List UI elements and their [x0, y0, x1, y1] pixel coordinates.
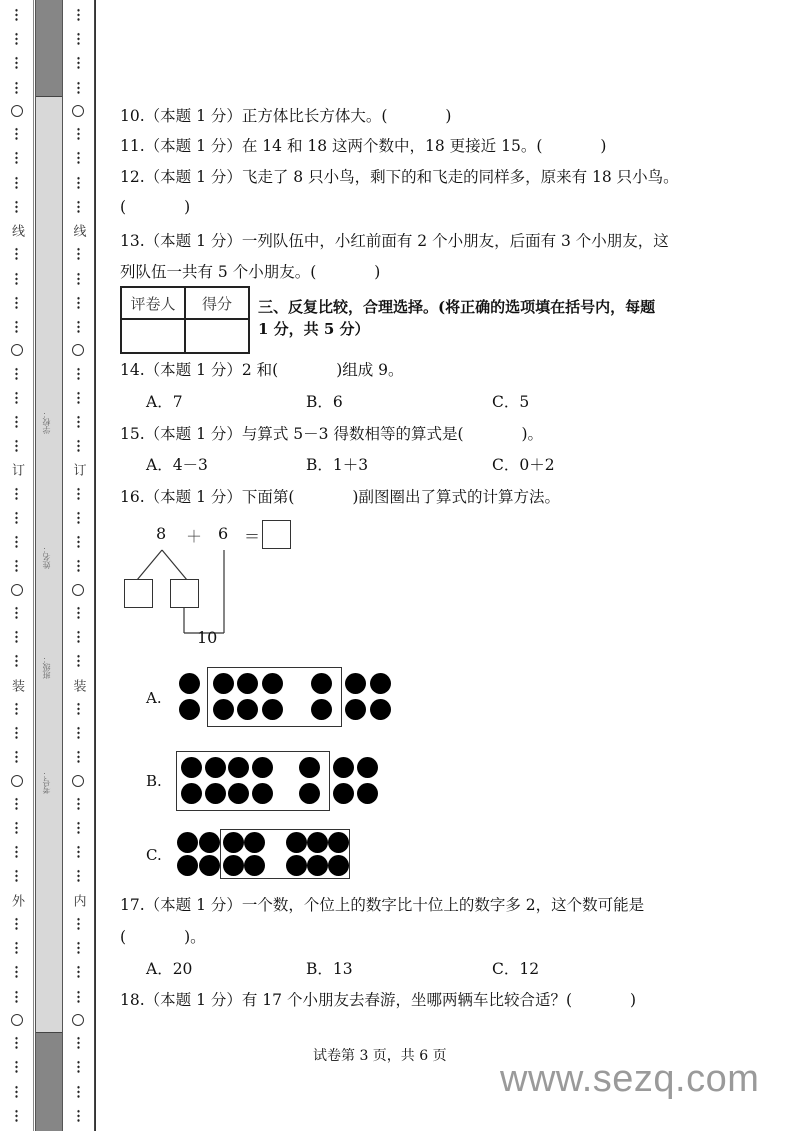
question-17: 17.（本题 1 分）一个数，个位上的数字比十位上的数字多 2，这个数可能是 [120, 896, 645, 914]
score-cell[interactable] [185, 319, 249, 353]
page-footer: 试卷第 3 页，共 6 页 [313, 1048, 447, 1064]
q15-option-c[interactable]: C．0＋2 [492, 456, 555, 474]
watermark: www.sezq.com [500, 1058, 760, 1100]
binding-hole-icon [11, 105, 23, 117]
binding-hole-icon [11, 1014, 23, 1026]
binding-mark-bind: 装 [9, 678, 24, 692]
class-label: 班级： [42, 655, 51, 679]
score-table [120, 286, 250, 354]
student-info-strip [35, 0, 63, 1131]
inner-binding-column [62, 0, 95, 1131]
name-label: 姓名： [42, 545, 51, 569]
binding-hole-icon [11, 775, 23, 787]
binding-mark-bind: 装 [70, 678, 86, 692]
q15-option-b[interactable]: B．1＋3 [306, 456, 369, 474]
question-10: 10.（本题 1 分）正方体比长方体大。( ) [120, 107, 452, 125]
binding-mark-staple: 订 [70, 463, 86, 477]
school-label: 学校： [42, 410, 51, 434]
binding-margin [0, 0, 96, 1131]
q17-option-b[interactable]: B．13 [306, 960, 353, 978]
split-box-left[interactable] [124, 579, 153, 608]
q14-option-b[interactable]: B．6 [306, 393, 343, 411]
grader-header: 评卷人 [121, 287, 185, 319]
binding-mark-staple: 订 [9, 463, 24, 477]
binding-hole-icon [11, 344, 23, 356]
section-3-title: 三、反复比较，合理选择。(将正确的选项填在括号内，每题 1 分，共 5 分） [258, 298, 656, 338]
answer-box[interactable] [262, 520, 291, 549]
binding-hole-icon [72, 105, 84, 117]
binding-hole-icon [11, 584, 23, 596]
binding-hole-icon [72, 1014, 84, 1026]
q17-option-a[interactable]: A．20 [146, 960, 193, 978]
binding-mark-line: 线 [9, 224, 24, 238]
split-box-right[interactable] [170, 579, 199, 608]
binding-mark-inside: 内 [70, 893, 86, 907]
score-header: 得分 [185, 287, 249, 319]
q15-option-a[interactable]: A．4－3 [146, 456, 208, 474]
exam-number-label: 考号： [42, 770, 51, 794]
binding-hole-icon [72, 584, 84, 596]
q14-option-c[interactable]: C．5 [492, 393, 530, 411]
question-18: 18.（本题 1 分）有 17 个小朋友去春游，坐哪两辆车比较合适？( ) [120, 991, 637, 1009]
question-15: 15.（本题 1 分）与算式 5－3 得数相等的算式是( )。 [120, 425, 544, 443]
grader-cell[interactable] [121, 319, 185, 353]
question-12: 12.（本题 1 分）飞走了 8 只小鸟，剩下的和飞走的同样多，原来有 18 只小鸟。 [120, 168, 679, 186]
outer-binding-column [0, 0, 34, 1131]
question-14: 14.（本题 1 分）2 和( )组成 9。 [120, 361, 404, 379]
question-17-answer: ( )。 [120, 928, 206, 946]
q14-option-a[interactable]: A．7 [146, 393, 183, 411]
binding-hole-icon [72, 775, 84, 787]
question-13-line2: 列队伍一共有 5 个小朋友。( ) [120, 263, 381, 281]
question-11: 11.（本题 1 分）在 14 和 18 这两个数中，18 更接近 15。( ) [120, 137, 607, 155]
question-13: 13.（本题 1 分）一列队伍中，小红前面有 2 个小朋友，后面有 3 个小朋友，这 [120, 232, 669, 250]
binding-hole-icon [72, 344, 84, 356]
q17-option-c[interactable]: C．12 [492, 960, 540, 978]
page-edge-line [95, 0, 96, 1131]
question-12-answer: ( ) [120, 198, 191, 216]
binding-mark-line: 线 [70, 224, 86, 238]
question-16: 16.（本题 1 分）下面第( )副图圈出了算式的计算方法。 [120, 488, 560, 506]
binding-mark-outside: 外 [9, 893, 24, 907]
